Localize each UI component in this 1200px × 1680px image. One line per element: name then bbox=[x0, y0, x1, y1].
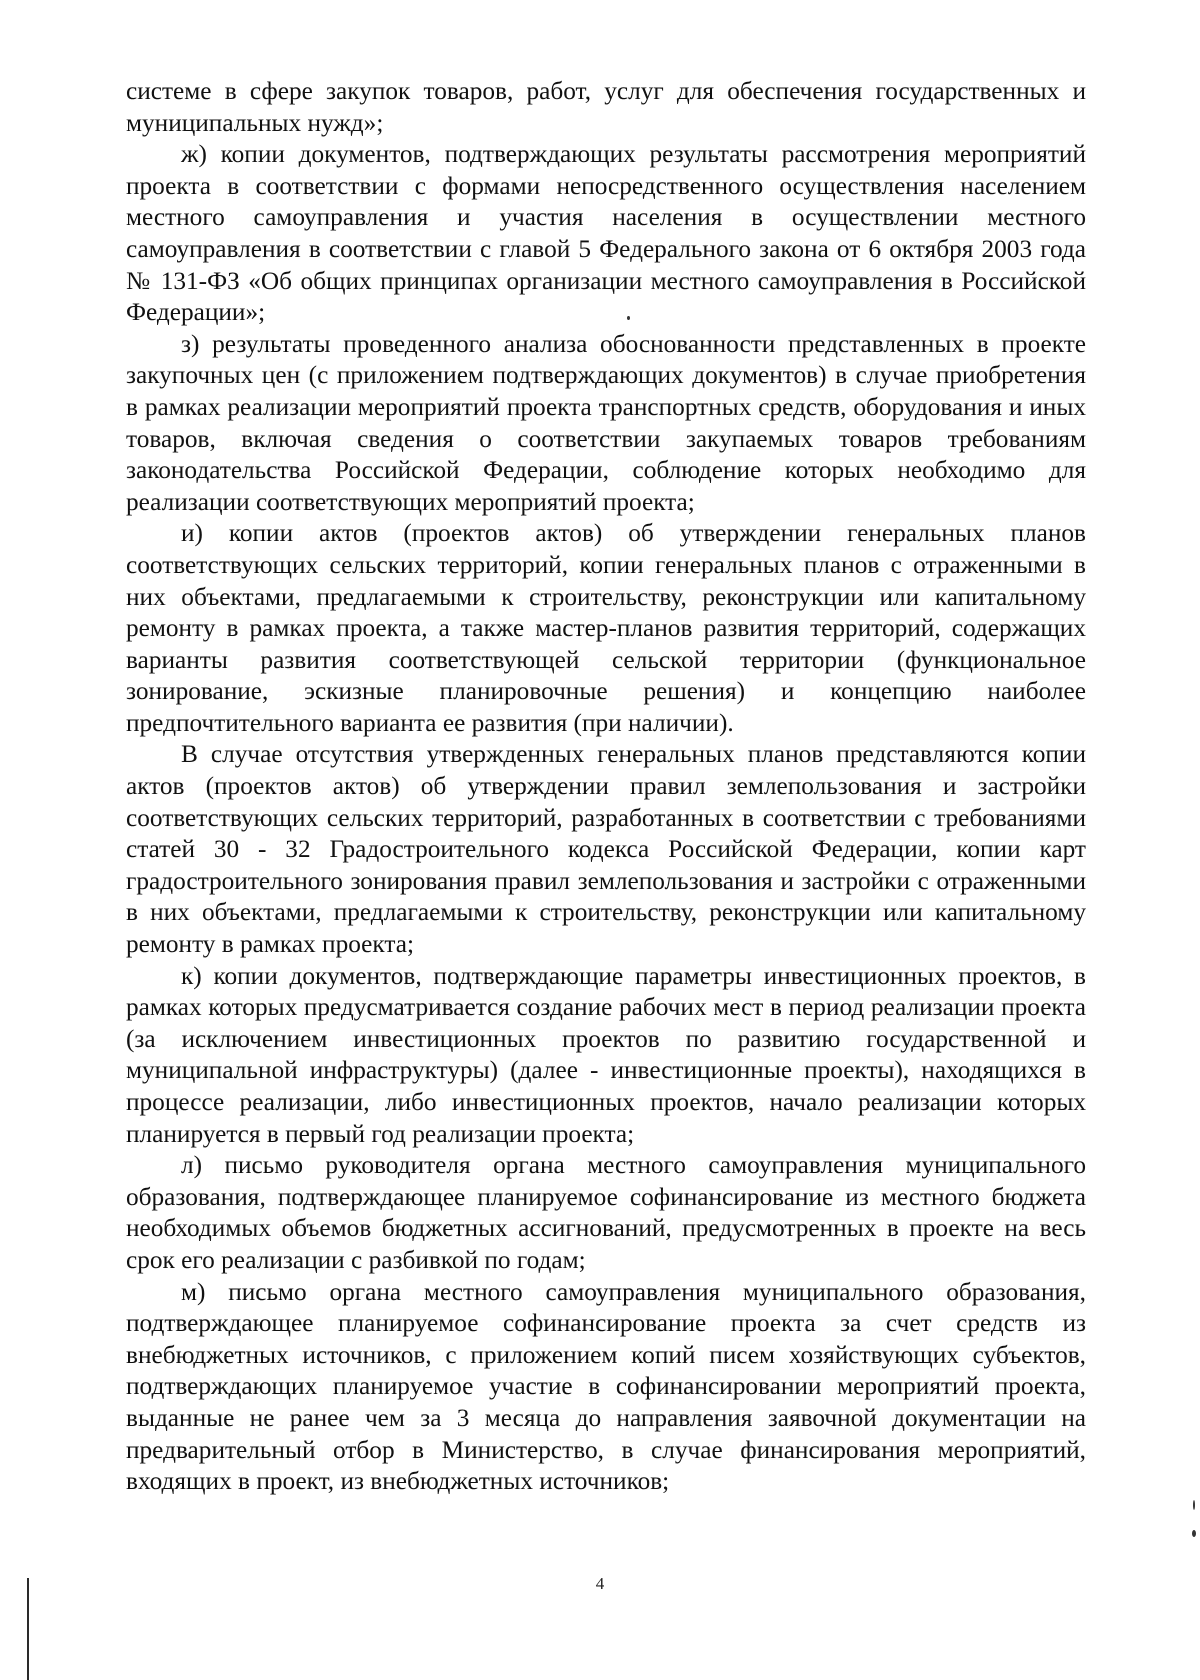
page-number: 4 bbox=[595, 1574, 605, 1593]
paragraph-continuation: системе в сфере закупок товаров, работ, услуг для обеспечения государственных и муниципальных нужд»; bbox=[126, 77, 1086, 137]
paragraph-no-general-plans: В случае отсутствия утвержденных генеральных планов представляются копии актов (проектов актов) об утверждении правил землепользования и застройки соответствующих сельских территорий, разработанных в соответствии с требованиями статей 30 - 32 Градостроительного кодекса Российской Федерации, копии карт градостроительного зонирования правил землепользования и застройки с отраженными в них объектами, предлагаемыми к строительству, реконструкции или капитальному ремонту в рамках проекта; bbox=[126, 740, 1086, 959]
paragraph-item-k: к) копии документов, подтверждающие параметры инвестиционных проектов, в рамках которых предусматривается создание рабочих мест в период реализации проекта (за исключением инвестиционных проектов по развитию государственной и муниципальной инфраструктуры) (далее - инвестиционные проекты), находящихся в процессе реализации, либо инвестиционных проектов, начало реализации которых планируется в первый год реализации проекта; bbox=[126, 961, 1086, 1148]
document-body bbox=[126, 76, 1086, 1498]
scan-speck bbox=[1193, 1500, 1195, 1510]
paragraph-item-m: м) письмо органа местного самоуправления муниципального образования, подтверждающее планируемое софинансирование проекта за счет средств из внебюджетных источников, с приложением копий писем хозяйствующих субъектов, подтверждающих планируемое участие в софинансировании мероприятий проекта, выданные не ранее чем за 3 месяца до направления заявочной документации на предварительный отбор в Министерство, в случае финансирования мероприятий, входящих в проект, из внебюджетных источников; bbox=[126, 1277, 1086, 1496]
scan-speck bbox=[1192, 1530, 1196, 1537]
paragraph-item-z: з) результаты проведенного анализа обоснованности представленных в проекте закупочных цен (с приложением подтверждающих документов) в случае приобретения в рамках реализации мероприятий проекта транспортных средств, оборудования и иных товаров, включая сведения о соответствии закупаемых товаров требованиям законодательства Российской Федерации, соблюдение которых необходимо для реализации соответствующих мероприятий проекта; bbox=[126, 329, 1086, 516]
scan-speck bbox=[627, 316, 630, 320]
paragraph-item-i: и) копии актов (проектов актов) об утверждении генеральных планов соответствующих сельских территорий, копии генеральных планов с отраженными в них объектами, предлагаемыми к строительству, реконструкции или капитальному ремонту в рамках проекта, а также мастер-планов развития территорий, содержащих варианты развития соответствующей сельской территории (функциональное зонирование, эскизные планировочные решения) и концепцию наиболее предпочтительного варианта ее развития (при наличии). bbox=[126, 519, 1086, 737]
paragraph-item-l: л) письмо руководителя органа местного самоуправления муниципального образования, подтверждающее планируемое софинансирование из местного бюджета необходимых объемов бюджетных ассигнований, предусмотренных в проекте на весь срок его реализации с разбивкой по годам; bbox=[126, 1151, 1086, 1274]
scan-edge-mark bbox=[27, 1578, 29, 1680]
paragraph-item-zh: ж) копии документов, подтверждающих результаты рассмотрения мероприятий проекта в соответствии с формами непосредственного осуществления населением местного самоуправления и участия населения в осуществлении местного самоуправления в соответствии с главой 5 Федерального закона от 6 октября 2003 года № 131-ФЗ «Об общих принципах организации местного самоуправления в Российской Федерации»; bbox=[126, 140, 1086, 327]
